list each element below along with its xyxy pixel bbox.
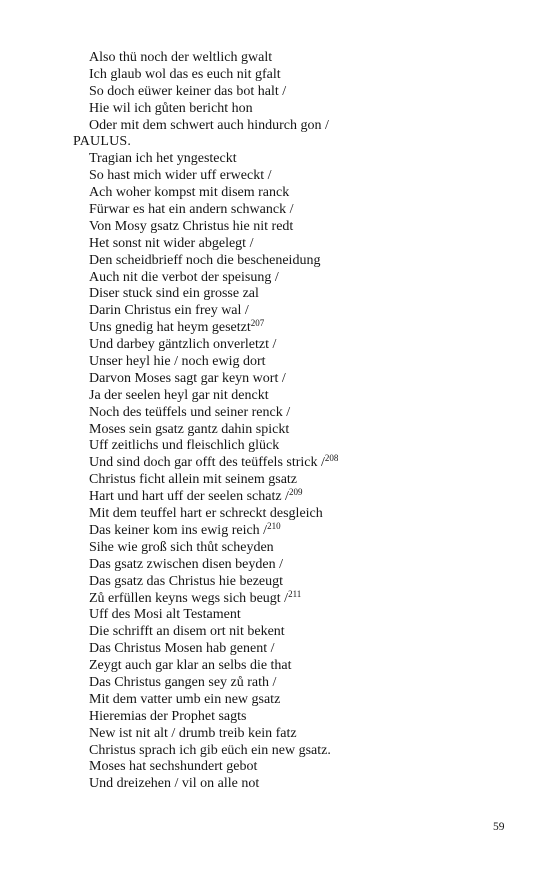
verse-line-text: Den scheidbrieff noch die bescheneidung xyxy=(89,252,321,268)
verse-line xyxy=(0,202,550,219)
page-number: 59 xyxy=(493,821,505,833)
verse-line-text: Darin Christus ein frey wal / xyxy=(89,303,249,319)
verse-line xyxy=(0,624,550,641)
verse-line-text: Ach woher kompst mit disem ranck xyxy=(89,185,290,201)
verse-line xyxy=(0,743,550,760)
footnote-marker: 208 xyxy=(324,453,339,464)
verse-line xyxy=(0,455,550,472)
verse-line-text: Das Christus gangen sey zů rath / xyxy=(89,674,277,690)
verse-line-text: Hart und hart uff der seelen schatz / xyxy=(89,489,289,505)
verse-line-text: Ich glaub wol das es euch nit gfalt xyxy=(89,66,281,82)
verse-line xyxy=(0,675,550,692)
verse-line-text: Und darbey gäntzlich onverletzt / xyxy=(89,337,277,353)
speaker-heading xyxy=(0,134,550,151)
verse-line-text: New ist nit alt / drumb treib kein fatz xyxy=(89,725,297,741)
footnote-marker: 211 xyxy=(288,588,302,599)
verse-line xyxy=(0,168,550,185)
verse-line-text: Moses sein gsatz gantz dahin spickt xyxy=(89,421,290,437)
verse-line xyxy=(0,607,550,624)
verse-line-text: Zeygt auch gar klar an selbs die that xyxy=(89,658,292,674)
verse-line-text: Het sonst nit wider abgelegt / xyxy=(89,235,254,251)
verse-line-text: Von Mosy gsatz Christus hie nit redt xyxy=(89,218,294,234)
footnote-marker: 207 xyxy=(250,318,265,329)
verse-line xyxy=(0,320,550,337)
verse-line xyxy=(0,50,550,67)
verse-line xyxy=(0,286,550,303)
verse-line xyxy=(0,520,550,540)
verse-line-text: Oder mit dem schwert auch hindurch gon / xyxy=(89,117,329,133)
verse-line xyxy=(0,641,550,658)
verse-line-text: Und sind doch gar offt des teüffels strick / xyxy=(89,455,325,471)
verse-line-text: Unser heyl hie / noch ewig dort xyxy=(89,354,266,370)
verse-line xyxy=(0,371,550,388)
verse-line xyxy=(0,151,550,168)
verse-line-text: Das gsatz das Christus hie bezeugt xyxy=(89,573,284,589)
verse-line-text: Auch nit die verbot der speisung / xyxy=(89,269,279,285)
footnote-marker: 210 xyxy=(267,520,281,531)
verse-line xyxy=(0,337,550,354)
verse-line xyxy=(0,588,550,608)
verse-line xyxy=(0,692,550,709)
verse-line xyxy=(0,253,550,270)
verse-line xyxy=(0,84,550,101)
verse-line-text: Das gsatz zwischen disen beyden / xyxy=(89,556,283,572)
verse-line xyxy=(0,303,550,320)
verse-line xyxy=(0,776,550,793)
verse-line xyxy=(0,405,550,422)
verse-line-text: Zů erfüllen keyns wegs sich beugt / xyxy=(89,590,289,606)
verse-line-text: Noch des teüffels und seiner renck / xyxy=(89,404,291,420)
verse-line xyxy=(0,759,550,776)
verse-line-text: Tragian ich het yngesteckt xyxy=(89,151,237,167)
verse-line-text: Christus ficht allein mit seinem gsatz xyxy=(89,472,298,488)
verse-line xyxy=(0,236,550,253)
verse-line-text: Moses hat sechshundert gebot xyxy=(89,759,258,775)
verse-line-text: PAULUS. xyxy=(73,134,132,150)
verse-line xyxy=(0,438,550,455)
verse-line-text: Ja der seelen heyl gar nit denckt xyxy=(89,387,269,403)
verse-line-text: Mit dem teuffel hart er schreckt desgleich xyxy=(89,506,323,522)
verse-line xyxy=(0,422,550,439)
verse-text xyxy=(0,50,550,793)
verse-line xyxy=(0,726,550,743)
verse-line xyxy=(0,67,550,84)
verse-line xyxy=(0,709,550,726)
verse-line-text: Mit dem vatter umb ein new gsatz xyxy=(89,691,281,707)
verse-line-text: Uff des Mosi alt Testament xyxy=(89,607,241,623)
verse-line xyxy=(0,574,550,591)
verse-line-text: Also thü noch der weltlich gwalt xyxy=(89,50,273,65)
verse-line-text: Sihe wie groß sich thůt scheyden xyxy=(89,539,274,555)
verse-line-text: Fürwar es hat ein andern schwanck / xyxy=(89,202,294,218)
verse-line-text: Uns gnedig hat heym gesetzt xyxy=(89,320,251,336)
verse-line-text: Uff zeitlichs und fleischlich glück xyxy=(89,438,280,454)
verse-line xyxy=(0,185,550,202)
verse-line xyxy=(0,540,550,557)
verse-line xyxy=(0,118,550,135)
verse-line-text: So doch eüwer keiner das bot halt / xyxy=(89,83,287,99)
verse-line xyxy=(0,658,550,675)
verse-line xyxy=(0,101,550,118)
verse-line-text: Darvon Moses sagt gar keyn wort / xyxy=(89,370,286,386)
verse-line-text: Und dreizehen / vil on alle not xyxy=(89,776,260,792)
verse-line-text: So hast mich wider uff erweckt / xyxy=(89,168,272,184)
verse-line-text: Das keiner kom ins ewig reich / xyxy=(89,522,268,538)
verse-line xyxy=(0,270,550,287)
verse-line xyxy=(0,354,550,371)
verse-line xyxy=(0,489,550,506)
verse-line-text: Christus sprach ich gib eüch ein new gsatz. xyxy=(89,742,331,758)
verse-line-text: Hieremias der Prophet sagts xyxy=(89,708,247,724)
footnote-marker: 209 xyxy=(288,487,303,498)
verse-line xyxy=(0,472,550,489)
verse-line xyxy=(0,219,550,236)
verse-line-text: Das Christus Mosen hab genent / xyxy=(89,641,275,657)
verse-line-text: Diser stuck sind ein grosse zal xyxy=(89,286,259,302)
verse-line xyxy=(0,388,550,405)
verse-line xyxy=(0,557,550,574)
verse-line-text: Hie wil ich gůten bericht hon xyxy=(89,100,253,116)
verse-line-text: Die schrifft an disem ort nit bekent xyxy=(89,624,285,640)
